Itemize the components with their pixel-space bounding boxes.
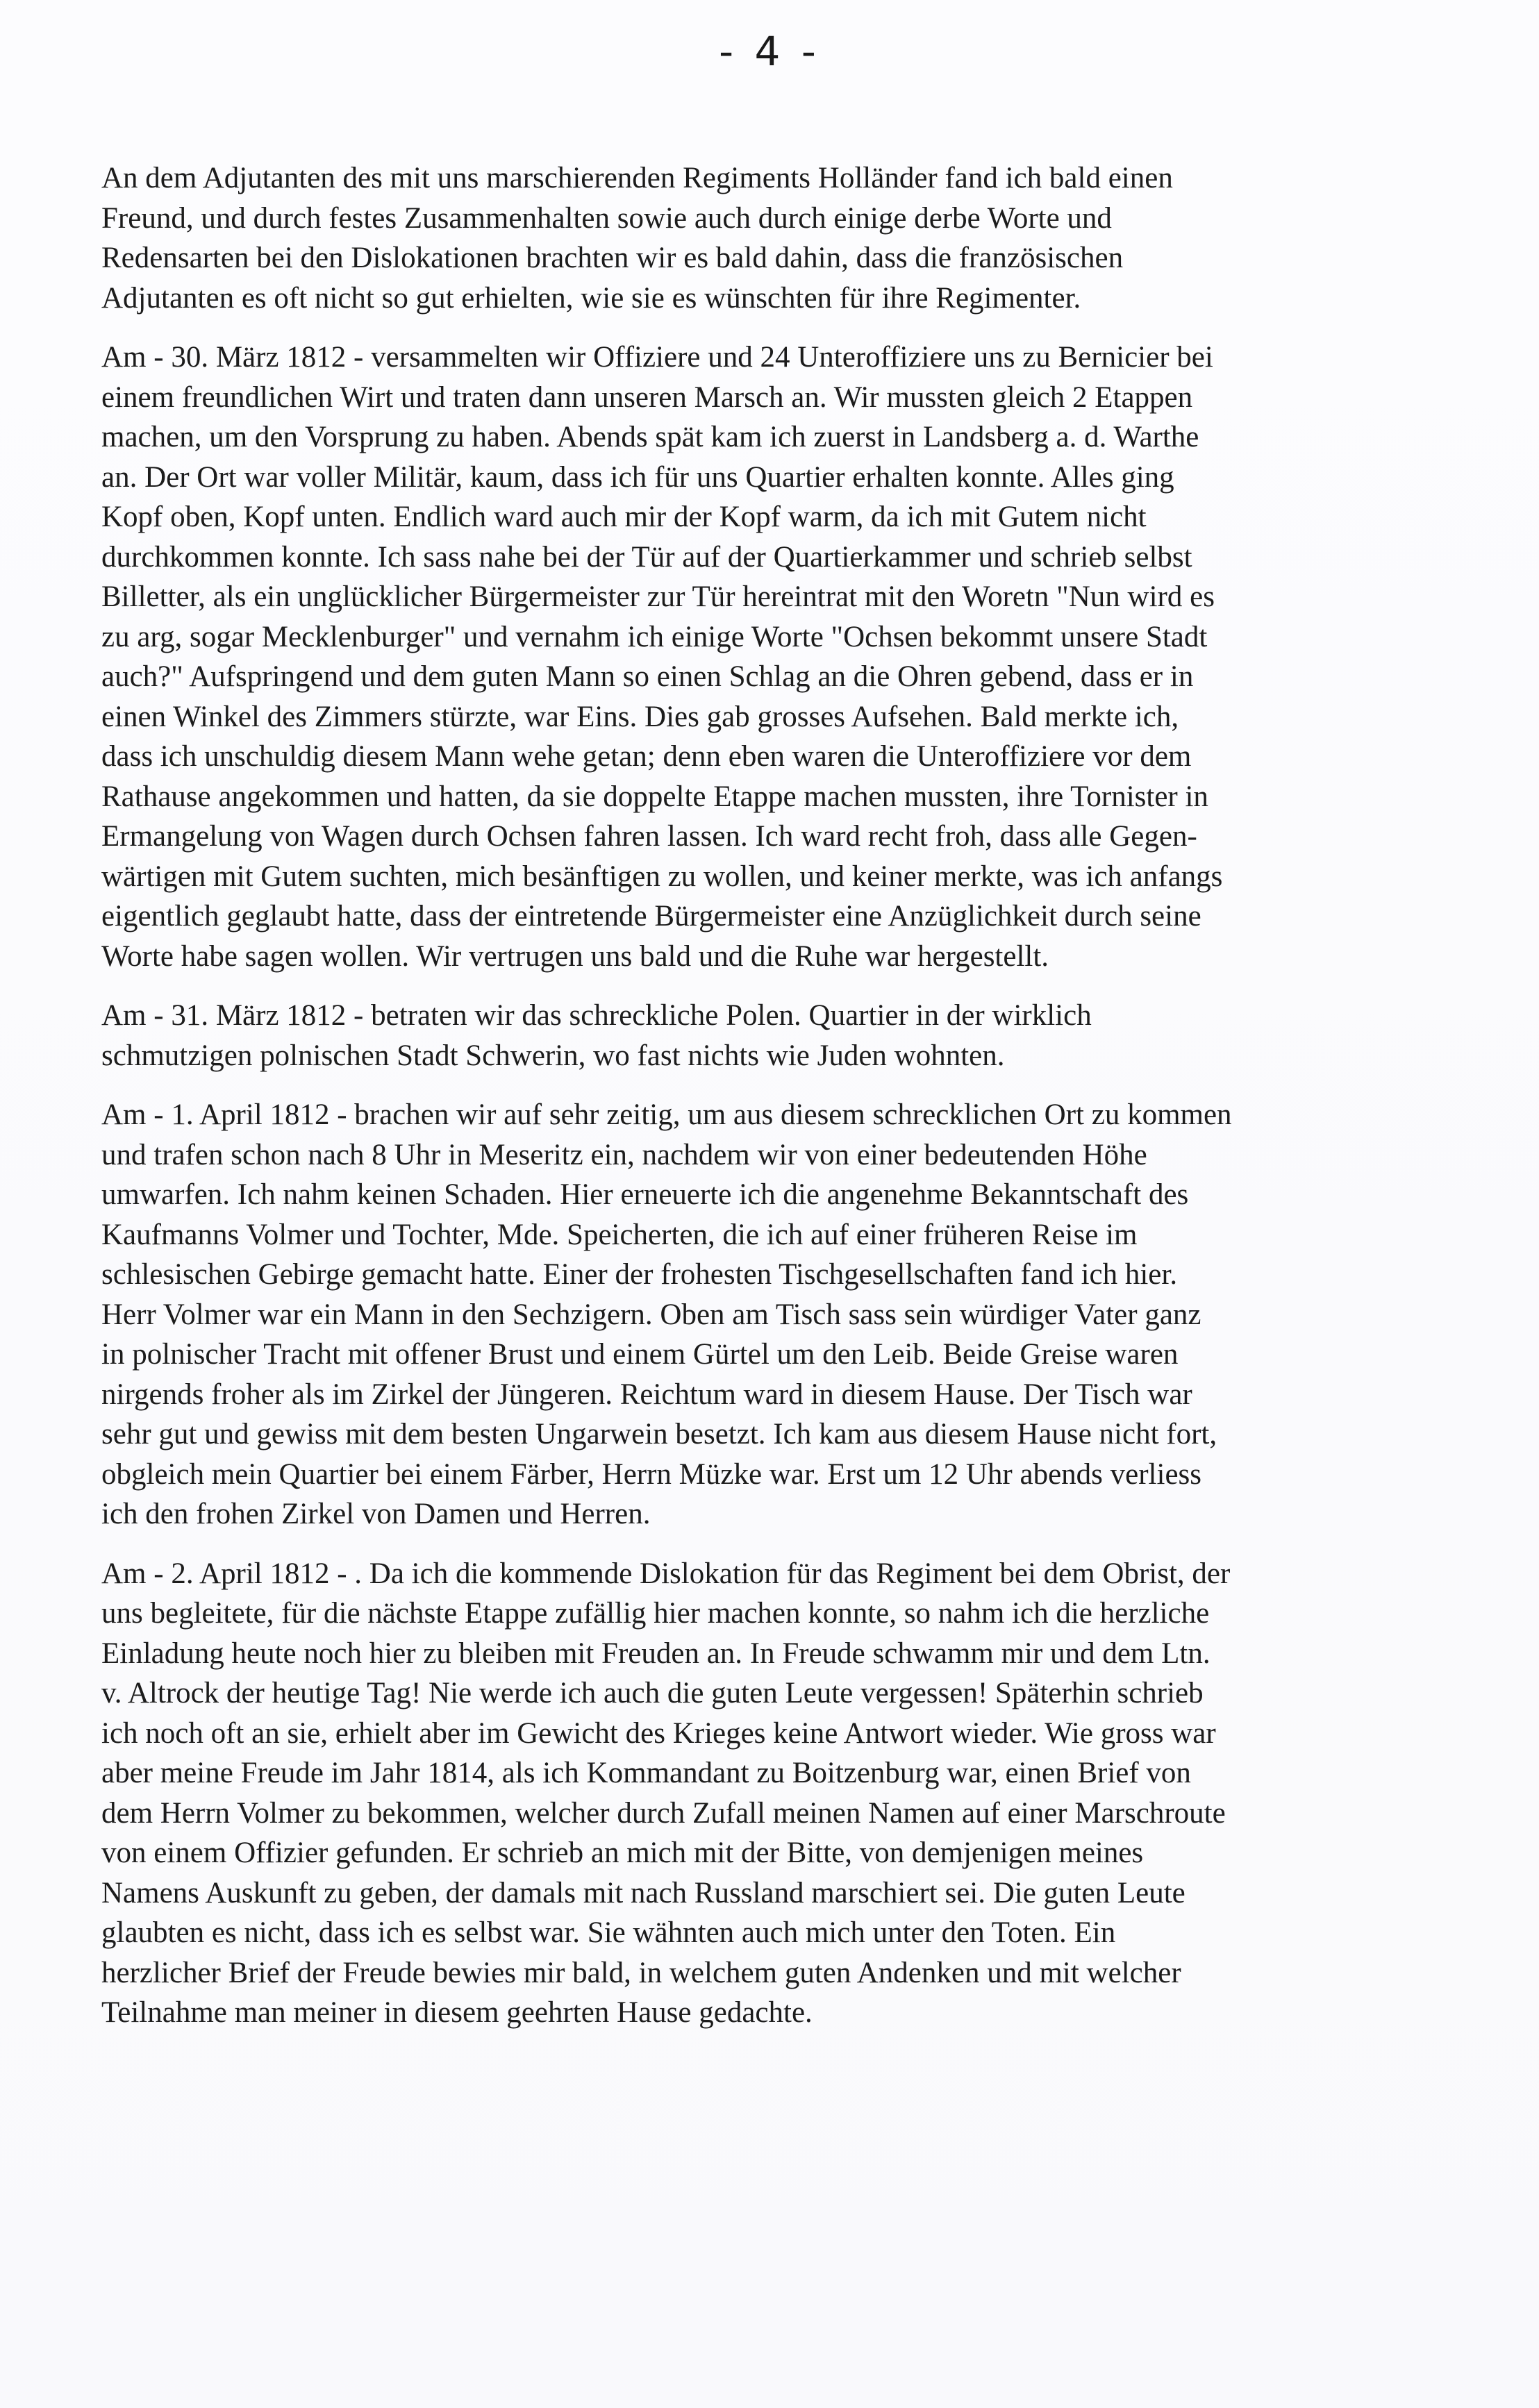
page-number: - 4 -: [719, 28, 820, 75]
text-line: Am - 1. April 1812 - brachen wir auf sehr zeitig, um aus diesem schrecklichen Ort zu kommen: [101, 1098, 1232, 1131]
paragraph-5: [101, 1554, 1483, 2033]
text-line: An dem Adjutanten des mit uns marschierenden Regiments Holländer fand ich bald einen: [101, 162, 1173, 194]
text-line: nirgends froher als im Zirkel der Jüngeren. Reichtum ward in diesem Hause. Der Tisch war: [101, 1378, 1192, 1411]
text-line: aber meine Freude im Jahr 1814, als ich Kommandant zu Boitzenburg war, einen Brief von: [101, 1757, 1191, 1789]
text-line: schlesischen Gebirge gemacht hatte. Einer der frohesten Tischgesellschaften fand ich hier.: [101, 1258, 1178, 1291]
text-line: Am - 30. März 1812 - versammelten wir Offiziere und 24 Unteroffiziere uns zu Bernicier bei: [101, 341, 1213, 374]
text-line: Namens Auskunft zu geben, der damals mit nach Russland marschiert sei. Die guten Leute: [101, 1876, 1186, 1909]
text-line: einem freundlichen Wirt und traten dann unseren Marsch an. Wir mussten gleich 2 Etappen: [101, 381, 1193, 414]
text-line: uns begleitete, für die nächste Etappe zufällig hier machen konnte, so nahm ich die herzliche: [101, 1597, 1210, 1630]
text-line: dass ich unschuldig diesem Mann wehe getan; denn eben waren die Unteroffiziere vor dem: [101, 740, 1192, 773]
paragraph-3: [101, 996, 1483, 1076]
text-line: obgleich mein Quartier bei einem Färber, Herrn Müzke war. Erst um 12 Uhr abends verliess: [101, 1457, 1202, 1491]
text-line: Teilnahme man meiner in diesem geehrten Hause gedachte.: [101, 1996, 813, 2029]
text-line: Ermangelung von Wagen durch Ochsen fahren lassen. Ich ward recht froh, dass alle Gegen-: [101, 820, 1197, 853]
paragraph-2: [101, 337, 1483, 976]
text-line: Herr Volmer war ein Mann in den Sechzigern. Oben am Tisch sass sein würdiger Vater ganz: [101, 1298, 1201, 1331]
text-line: schmutzigen polnischen Stadt Schwerin, wo fast nichts wie Juden wohnten.: [101, 1039, 1005, 1072]
text-line: an. Der Ort war voller Militär, kaum, dass ich für uns Quartier erhalten konnte. Alles ging: [101, 460, 1174, 494]
text-line: Einladung heute noch hier zu bleiben mit Freuden an. In Freude schwamm mir und dem Ltn.: [101, 1637, 1211, 1670]
text-line: Am - 31. März 1812 - betraten wir das schreckliche Polen. Quartier in der wirklich: [101, 999, 1092, 1032]
text-line: v. Altrock der heutige Tag! Nie werde ich auch die guten Leute vergessen! Späterhin schrieb: [101, 1677, 1204, 1709]
text-line: einen Winkel des Zimmers stürzte, war Eins. Dies gab grosses Aufsehen. Bald merkte ich,: [101, 700, 1179, 733]
text-line: dem Herrn Volmer zu bekommen, welcher durch Zufall meinen Namen auf einer Marschroute: [101, 1796, 1226, 1830]
text-line: zu arg, sogar Mecklenburger" und vernahm ich einige Worte "Ochsen bekommt unsere Stadt: [101, 620, 1208, 653]
text-line: glaubten es nicht, dass ich es selbst war. Sie wähnten auch mich unter den Toten. Ein: [101, 1916, 1116, 1949]
document-body: [101, 158, 1483, 2033]
text-line: sehr gut und gewiss mit dem besten Ungarwein besetzt. Ich kam aus diesem Hause nicht fort,: [101, 1418, 1217, 1450]
text-line: durchkommen konnte. Ich sass nahe bei der Tür auf der Quartierkammer und schrieb selbst: [101, 540, 1192, 574]
text-line: von einem Offizier gefunden. Er schrieb an mich mit der Bitte, von demjenigen meines: [101, 1837, 1144, 1869]
text-line: Worte habe sagen wollen. Wir vertrugen uns bald und die Ruhe war hergestellt.: [101, 939, 1049, 973]
text-line: machen, um den Vorsprung zu haben. Abends spät kam ich zuerst in Landsberg a. d. Warthe: [101, 421, 1199, 453]
text-line: eigentlich geglaubt hatte, dass der eintretende Bürgermeister eine Anzüglichkeit durch seine: [101, 900, 1201, 933]
paragraph-1: [101, 158, 1483, 318]
text-line: Redensarten bei den Dislokationen brachten wir es bald dahin, dass die französischen: [101, 242, 1124, 274]
text-line: Kaufmanns Volmer und Tochter, Mde. Speicherten, die ich auf einer früheren Reise im: [101, 1218, 1138, 1251]
text-line: Am - 2. April 1812 - . Da ich die kommende Dislokation für das Regiment bei dem Obrist, der: [101, 1557, 1231, 1590]
text-line: Adjutanten es oft nicht so gut erhielten, wie sie es wünschten für ihre Regimenter.: [101, 281, 1081, 315]
text-line: auch?" Aufspringend und dem guten Mann so einen Schlag an die Ohren gebend, dass er in: [101, 660, 1194, 693]
text-line: Kopf oben, Kopf unten. Endlich ward auch mir der Kopf warm, da ich mit Gutem nicht: [101, 501, 1147, 533]
text-line: wärtigen mit Gutem suchten, mich besänftigen zu wollen, und keiner merkte, was ich anfangs: [101, 860, 1223, 893]
text-line: in polnischer Tracht mit offener Brust und einem Gürtel um den Leib. Beide Greise waren: [101, 1338, 1179, 1371]
text-line: Billetter, als ein unglücklicher Bürgermeister zur Tür hereintrat mit den Woretn "Nun wird es: [101, 580, 1215, 613]
text-line: ich noch oft an sie, erhielt aber im Gewicht des Krieges keine Antwort wieder. Wie gross war: [101, 1716, 1216, 1750]
text-line: und trafen schon nach 8 Uhr in Meseritz ein, nachdem wir von einer bedeutenden Höhe: [101, 1138, 1147, 1171]
text-line: herzlicher Brief der Freude bewies mir bald, in welchem guten Andenken und mit welcher: [101, 1956, 1181, 1989]
paragraph-4: [101, 1095, 1483, 1535]
text-line: Freund, und durch festes Zusammenhalten sowie auch durch einige derbe Worte und: [101, 201, 1112, 235]
text-line: ich den frohen Zirkel von Damen und Herren.: [101, 1498, 651, 1530]
text-line: Rathause angekommen und hatten, da sie doppelte Etappe machen mussten, ihre Tornister in: [101, 780, 1208, 813]
text-line: umwarfen. Ich nahm keinen Schaden. Hier erneuerte ich die angenehme Bekanntschaft des: [101, 1178, 1189, 1211]
